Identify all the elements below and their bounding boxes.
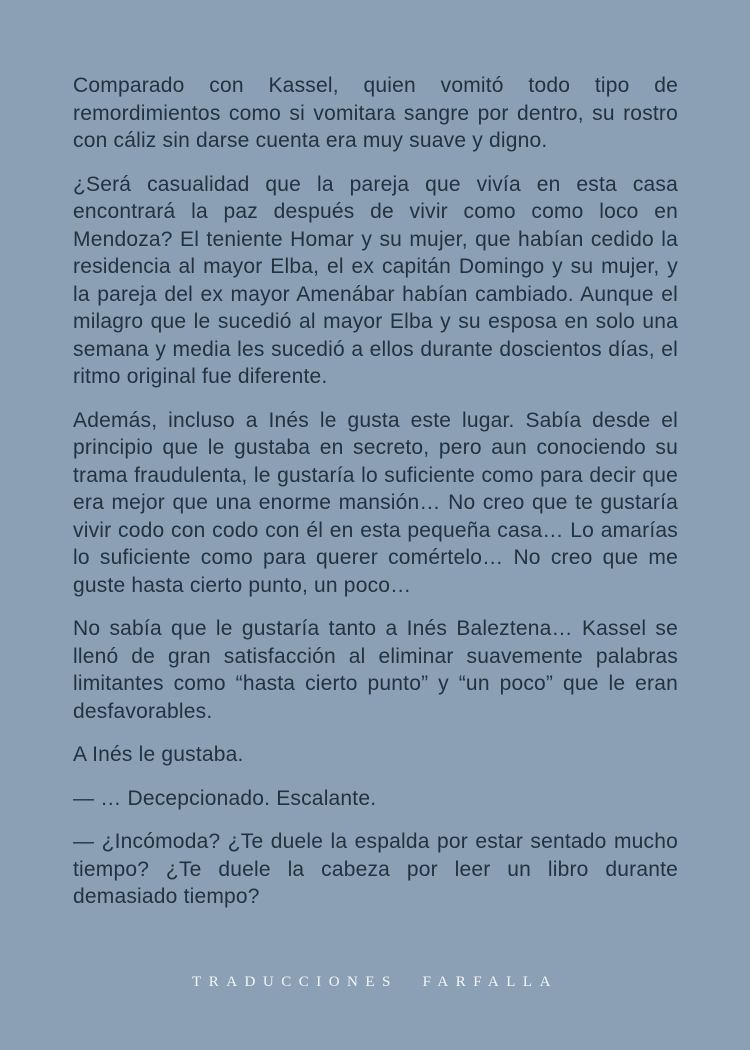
paragraph-1: Comparado con Kassel, quien vomitó todo tipo de remordimientos como si vomitara sangre por dentro, su rostro con cáliz sin darse cuenta era muy suave y digno. — [73, 74, 678, 152]
translator-credit: TRADUCCIONES FARFALLA — [192, 974, 558, 990]
paragraph-7-dialogue: — ¿Incómoda? ¿Te duele la espalda por estar sentado mucho tiempo? ¿Te duele la cabeza por leer un libro durante demasiado tiempo? — [73, 830, 678, 908]
paragraph-3: Además, incluso a Inés le gusta este lugar. Sabía desde el principio que le gustaba en secreto, pero aun conociendo su trama fraudulenta, le gustaría lo suficiente como para decir que era mejor que una enorme mansión… No creo que te gustaría vivir codo con codo con él en esta pequeña casa… Lo amarías lo suficiente como para querer comértelo… No creo que me guste hasta cierto punto, un poco… — [73, 408, 678, 597]
page-text — [73, 72, 678, 927]
paragraph-2: ¿Será casualidad que la pareja que vivía en esta casa encontrará la paz después de vivir como como loco en Mendoza? El teniente Homar y su mujer, que habían cedido la residencia al mayor Elba, el ex capitán Domingo y su mujer, y la pareja del ex mayor Amenábar habían cambiado. Aunque el milagro que le sucedió al mayor Elba y su esposa en solo una semana y media les sucedió a ellos durante doscientos días, el ritmo original fue diferente. — [73, 172, 678, 388]
paragraph-6-dialogue: — … Decepcionado. Escalante. — [73, 786, 377, 810]
paragraph-5: A Inés le gustaba. — [73, 743, 244, 766]
paragraph-4: No sabía que le gustaría tanto a Inés Baleztena… Kassel se llenó de gran satisfacción al eliminar suavemente palabras limitantes como “hasta cierto punto” y “un poco” que le eran desfavorables. — [73, 617, 678, 723]
